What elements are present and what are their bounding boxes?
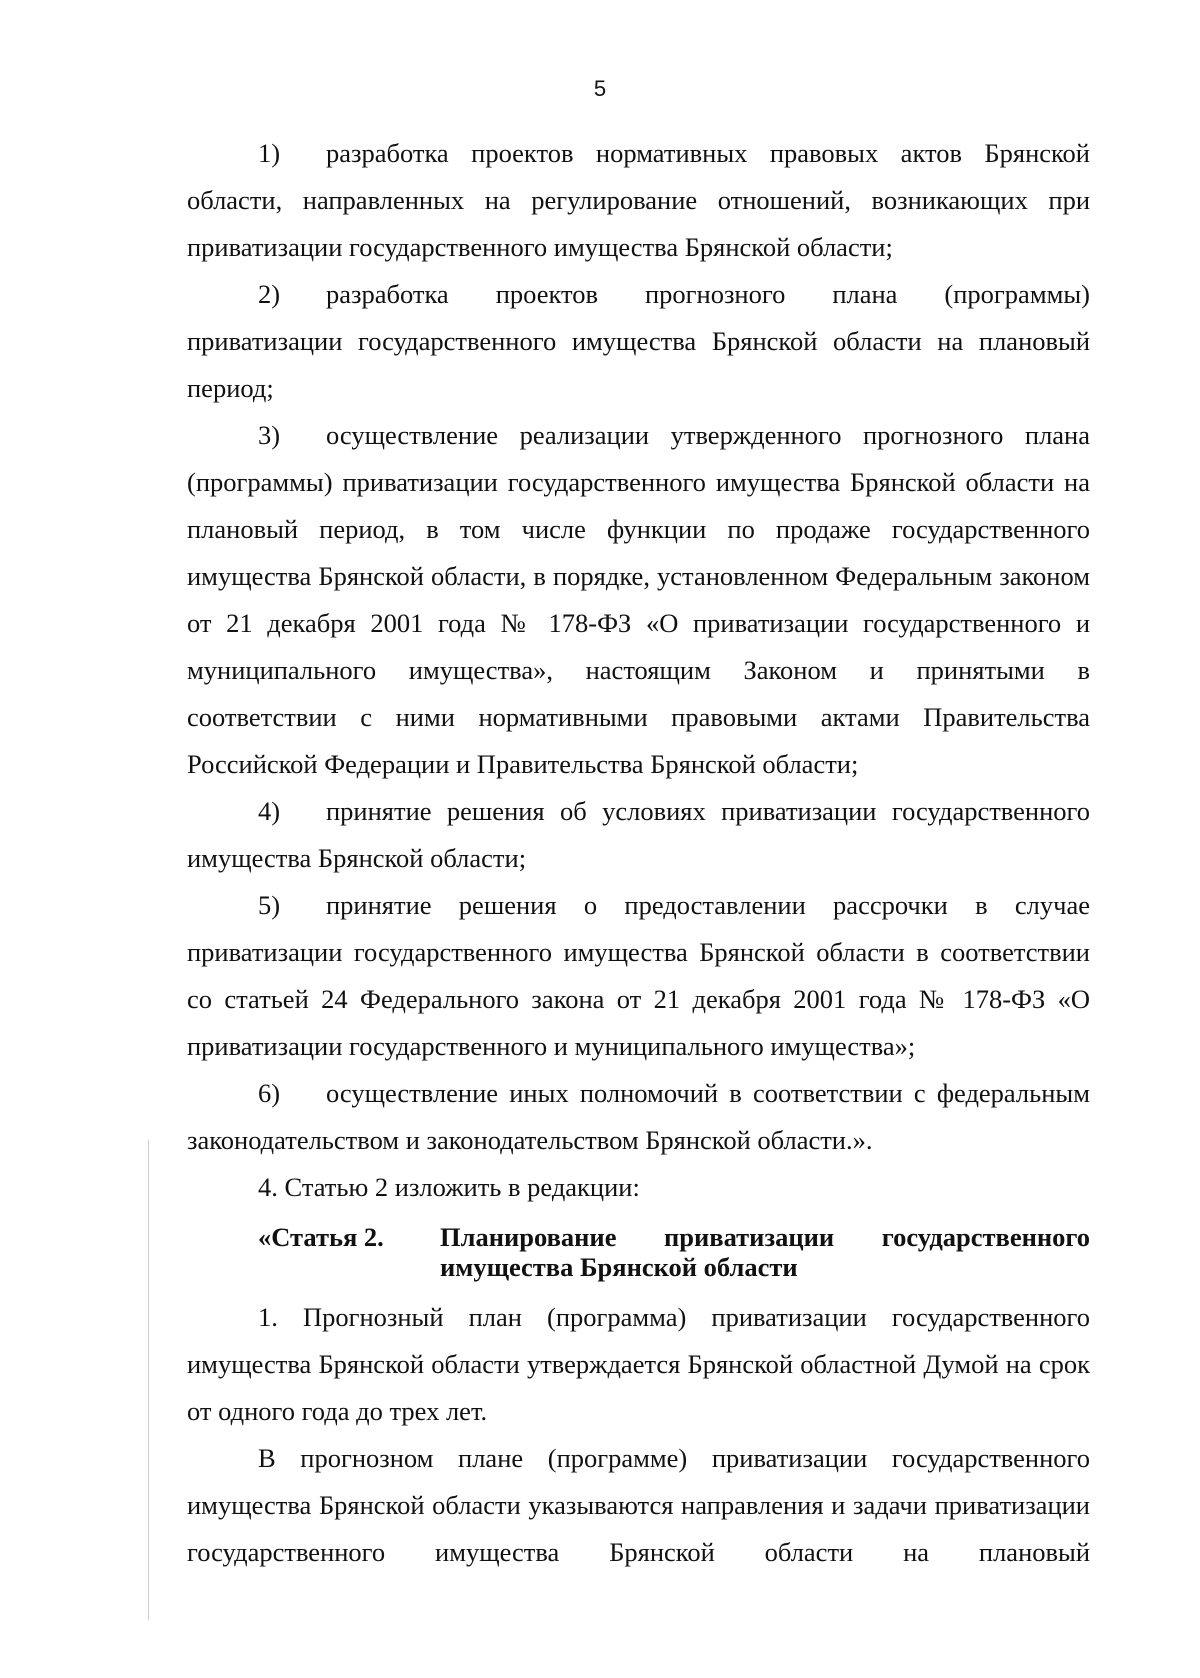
- list-item-number: 2): [258, 279, 281, 309]
- list-item-4: [187, 788, 1090, 882]
- article-paragraph-2: В прогнозном плане (программе) приватизации государственного имущества Брянской области указываются направления и задачи приватизации государственного имущества Брянской области на плановый: [187, 1443, 1090, 1567]
- list-item-2: [187, 271, 1090, 412]
- page-number: 5: [593, 76, 607, 101]
- list-item-number: 3): [258, 420, 281, 450]
- list-item-number: 5): [258, 890, 281, 920]
- list-item-text: осуществление реализации утвержденного прогнозного плана (программы) приватизации государственного имущества Брянской области на плановый период, в том числе функции по продаже государственного имущества Брянской области, в порядке, установленном Федеральным законом от 21 декабря 2001 года № 178-ФЗ «О приватизации государственного и муниципального имущества», настоящим Законом и принятыми в соответствии с ними нормативными правовыми актами Правительства Российской Федерации и Правительства Брянской области;: [187, 420, 1090, 779]
- list-item-text: разработка проектов прогнозного плана (программы) приватизации государственного имущества Брянской области на плановый период;: [187, 279, 1090, 403]
- article-paragraph-1: 1. Прогнозный план (программа) приватизации государственного имущества Брянской области утверждается Брянской областной Думой на срок от одного года до трех лет.: [187, 1302, 1090, 1426]
- article-heading: [258, 1211, 1090, 1294]
- list-item-text: разработка проектов нормативных правовых актов Брянской области, направленных на регулирование отношений, возникающих при приватизации государственного имущества Брянской области;: [187, 138, 1090, 262]
- list-item-text: принятие решения об условиях приватизации государственного имущества Брянской области;: [187, 796, 1090, 873]
- list-item-number: 1): [258, 138, 281, 168]
- list-item-text: осуществление иных полномочий в соответствии с федеральным законодательством и законодательством Брянской области.».: [187, 1078, 1090, 1155]
- list-item-1: [187, 130, 1090, 271]
- list-item-5: [187, 882, 1090, 1070]
- amendment-instruction: 4. Статью 2 изложить в редакции:: [258, 1172, 640, 1202]
- list-item-3: [187, 412, 1090, 788]
- article-title: Планирование приватизации государственного имущества Брянской области: [440, 1222, 1090, 1282]
- article-label: «Статья 2.: [258, 1222, 384, 1252]
- list-item-6: [187, 1070, 1090, 1164]
- list-item-number: 6): [258, 1078, 281, 1108]
- list-item-text: принятие решения о предоставлении рассрочки в случае приватизации государственного имущества Брянской области в соответствии со статьей 24 Федерального закона от 21 декабря 2001 года № 178-ФЗ «О приватизации государственного и муниципального имущества»;: [187, 890, 1090, 1061]
- list-item-number: 4): [258, 796, 281, 826]
- document-body: [187, 130, 1090, 1576]
- margin-rule: [148, 1140, 149, 1620]
